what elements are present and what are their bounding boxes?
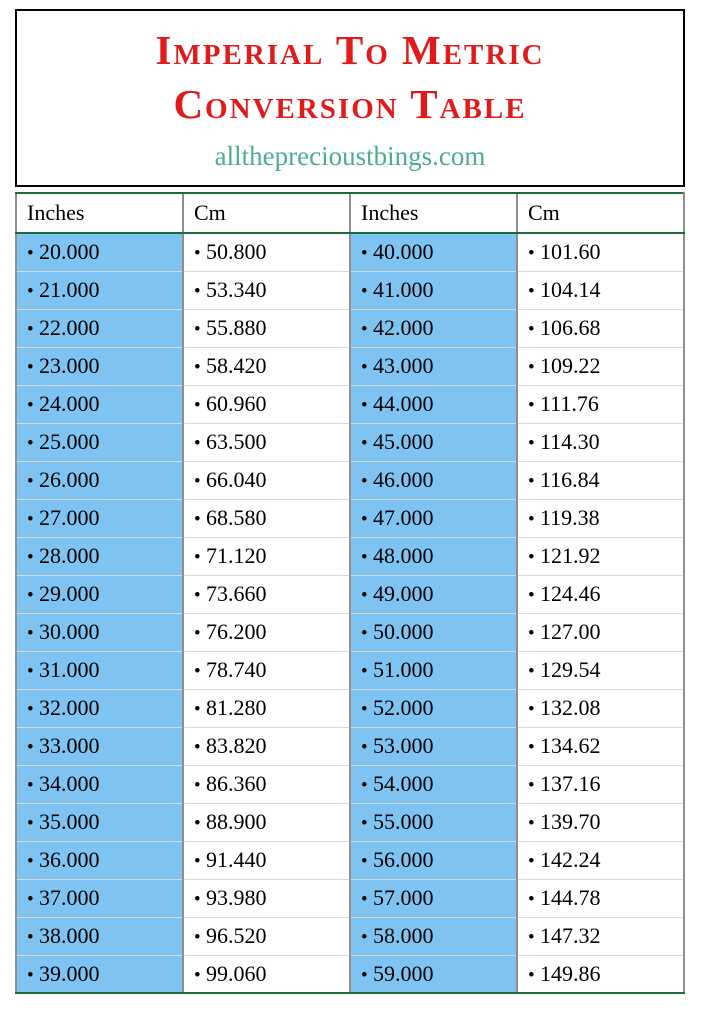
table-row (16, 233, 684, 271)
cell-value: 106.68 (540, 315, 601, 340)
cell-value: 99.060 (206, 960, 267, 986)
table-cell (517, 347, 684, 385)
bullet-icon: • (27, 547, 34, 568)
cell-value: 73.660 (206, 581, 267, 606)
cell-value: 27.000 (39, 505, 100, 530)
conversion-table (15, 192, 685, 994)
table-cell (16, 461, 183, 499)
cell-value: 129.54 (540, 657, 601, 682)
table-cell (517, 423, 684, 461)
table-cell (16, 727, 183, 765)
table-cell (517, 917, 684, 955)
bullet-icon: • (194, 509, 201, 530)
table-row (16, 879, 684, 917)
bullet-icon: • (361, 737, 368, 758)
cell-value: 81.280 (206, 695, 267, 720)
bullet-icon: • (27, 699, 34, 720)
bullet-icon: • (194, 319, 201, 340)
table-cell (350, 385, 517, 423)
conversion-chart-page (0, 9, 702, 1033)
table-cell (517, 461, 684, 499)
bullet-icon: • (528, 471, 535, 492)
cell-value: 96.520 (206, 923, 267, 948)
table-row (16, 347, 684, 385)
cell-value: 22.000 (39, 315, 100, 340)
cell-value: 55.000 (373, 809, 434, 834)
table-row (16, 385, 684, 423)
table-cell (183, 499, 350, 537)
bullet-icon: • (27, 281, 34, 302)
cell-value: 30.000 (39, 619, 100, 644)
cell-value: 21.000 (39, 277, 100, 302)
bullet-icon: • (361, 547, 368, 568)
cell-value: 121.92 (540, 543, 601, 568)
bullet-icon: • (27, 775, 34, 796)
table-body (16, 233, 684, 993)
cell-value: 36.000 (39, 847, 100, 872)
bullet-icon: • (27, 737, 34, 758)
bullet-icon: • (528, 433, 535, 454)
cell-value: 43.000 (373, 353, 434, 378)
bullet-icon: • (361, 433, 368, 454)
table-cell (517, 955, 684, 993)
cell-value: 104.14 (540, 277, 601, 302)
cell-value: 40.000 (373, 239, 434, 265)
cell-value: 42.000 (373, 315, 434, 340)
cell-value: 53.000 (373, 733, 434, 758)
conversion-table-wrapper (15, 192, 685, 994)
bullet-icon: • (361, 319, 368, 340)
bullet-icon: • (361, 623, 368, 644)
bullet-icon: • (194, 851, 201, 872)
table-cell (517, 385, 684, 423)
cell-value: 55.880 (206, 315, 267, 340)
table-cell (16, 423, 183, 461)
bullet-icon: • (528, 737, 535, 758)
cell-value: 29.000 (39, 581, 100, 606)
cell-value: 31.000 (39, 657, 100, 682)
table-cell (16, 385, 183, 423)
bullet-icon: • (528, 281, 535, 302)
bullet-icon: • (528, 585, 535, 606)
table-cell (183, 461, 350, 499)
cell-value: 52.000 (373, 695, 434, 720)
cell-value: 45.000 (373, 429, 434, 454)
table-cell (183, 803, 350, 841)
table-cell (350, 613, 517, 651)
bullet-icon: • (528, 775, 535, 796)
bullet-icon: • (361, 471, 368, 492)
cell-value: 101.60 (540, 239, 601, 265)
bullet-icon: • (194, 775, 201, 796)
table-cell (350, 499, 517, 537)
cell-value: 33.000 (39, 733, 100, 758)
table-cell (183, 347, 350, 385)
bullet-icon: • (528, 509, 535, 530)
table-cell (350, 727, 517, 765)
cell-value: 20.000 (39, 239, 100, 265)
bullet-icon: • (194, 813, 201, 834)
bullet-icon: • (194, 547, 201, 568)
table-cell (517, 233, 684, 271)
table-cell (183, 689, 350, 727)
bullet-icon: • (27, 243, 34, 265)
table-cell (517, 537, 684, 575)
table-cell (16, 499, 183, 537)
bullet-icon: • (27, 509, 34, 530)
table-cell (350, 651, 517, 689)
table-cell (350, 575, 517, 613)
bullet-icon: • (361, 243, 368, 265)
table-cell (16, 651, 183, 689)
bullet-icon: • (27, 433, 34, 454)
column-header-cm-1: Cm (183, 193, 350, 233)
table-cell (517, 613, 684, 651)
table-cell (350, 803, 517, 841)
cell-value: 66.040 (206, 467, 267, 492)
bullet-icon: • (528, 964, 535, 986)
table-cell (183, 917, 350, 955)
table-cell (517, 727, 684, 765)
bullet-icon: • (194, 357, 201, 378)
table-cell (350, 765, 517, 803)
cell-value: 68.580 (206, 505, 267, 530)
bullet-icon: • (361, 775, 368, 796)
table-row (16, 727, 684, 765)
cell-value: 37.000 (39, 885, 100, 910)
table-cell (183, 271, 350, 309)
cell-value: 149.86 (540, 960, 601, 986)
table-cell (517, 309, 684, 347)
bullet-icon: • (528, 243, 535, 265)
column-header-cm-2: Cm (517, 193, 684, 233)
bullet-icon: • (27, 357, 34, 378)
table-cell (350, 537, 517, 575)
cell-value: 38.000 (39, 923, 100, 948)
cell-value: 147.32 (540, 923, 601, 948)
table-cell (517, 271, 684, 309)
bullet-icon: • (27, 889, 34, 910)
cell-value: 39.000 (39, 960, 100, 986)
cell-value: 28.000 (39, 543, 100, 568)
table-cell (350, 917, 517, 955)
table-cell (183, 423, 350, 461)
table-cell (350, 423, 517, 461)
bullet-icon: • (194, 471, 201, 492)
page-title-line-1: Imperial To Metric (155, 27, 545, 73)
cell-value: 54.000 (373, 771, 434, 796)
bullet-icon: • (528, 319, 535, 340)
table-cell (183, 385, 350, 423)
table-cell (16, 271, 183, 309)
bullet-icon: • (27, 585, 34, 606)
bullet-icon: • (194, 737, 201, 758)
table-cell (183, 575, 350, 613)
table-cell (350, 309, 517, 347)
page-title-line-2: Conversion Table (173, 81, 527, 128)
table-row (16, 955, 684, 993)
table-cell (517, 765, 684, 803)
table-cell (183, 879, 350, 917)
table-cell (16, 955, 183, 993)
table-cell (517, 841, 684, 879)
cell-value: 132.08 (540, 695, 601, 720)
table-row (16, 461, 684, 499)
table-cell (16, 917, 183, 955)
cell-value: 137.16 (540, 771, 601, 796)
bullet-icon: • (194, 433, 201, 454)
table-cell (16, 309, 183, 347)
table-cell (16, 575, 183, 613)
website-credit: alltheprecioustbings.com (214, 141, 486, 172)
cell-value: 109.22 (540, 353, 601, 378)
table-row (16, 651, 684, 689)
bullet-icon: • (361, 813, 368, 834)
column-header-inches-1: Inches (16, 193, 183, 233)
cell-value: 63.500 (206, 429, 267, 454)
bullet-icon: • (27, 927, 34, 948)
table-row (16, 841, 684, 879)
bullet-icon: • (27, 319, 34, 340)
bullet-icon: • (194, 243, 201, 265)
cell-value: 32.000 (39, 695, 100, 720)
cell-value: 23.000 (39, 353, 100, 378)
cell-value: 35.000 (39, 809, 100, 834)
cell-value: 34.000 (39, 771, 100, 796)
cell-value: 49.000 (373, 581, 434, 606)
cell-value: 50.800 (206, 239, 267, 265)
bullet-icon: • (194, 699, 201, 720)
table-row (16, 803, 684, 841)
table-cell (183, 727, 350, 765)
table-cell (517, 499, 684, 537)
cell-value: 119.38 (540, 505, 600, 530)
table-cell (350, 841, 517, 879)
table-row (16, 309, 684, 347)
bullet-icon: • (361, 585, 368, 606)
table-row (16, 689, 684, 727)
table-cell (350, 347, 517, 385)
bullet-icon: • (27, 661, 34, 682)
cell-value: 139.70 (540, 809, 601, 834)
bullet-icon: • (361, 395, 368, 416)
table-cell (16, 233, 183, 271)
bullet-icon: • (528, 889, 535, 910)
bullet-icon: • (528, 927, 535, 948)
table-cell (350, 461, 517, 499)
table-cell (183, 613, 350, 651)
table-cell (517, 879, 684, 917)
table-cell (16, 803, 183, 841)
cell-value: 124.46 (540, 581, 601, 606)
table-row (16, 271, 684, 309)
bullet-icon: • (27, 813, 34, 834)
bullet-icon: • (194, 281, 201, 302)
table-cell (183, 309, 350, 347)
cell-value: 48.000 (373, 543, 434, 568)
table-cell (517, 803, 684, 841)
bullet-icon: • (27, 395, 34, 416)
cell-value: 53.340 (206, 277, 267, 302)
table-cell (183, 765, 350, 803)
table-cell (350, 879, 517, 917)
cell-value: 127.00 (540, 619, 601, 644)
table-row (16, 575, 684, 613)
bullet-icon: • (528, 699, 535, 720)
bullet-icon: • (528, 813, 535, 834)
bullet-icon: • (361, 661, 368, 682)
table-row (16, 765, 684, 803)
cell-value: 88.900 (206, 809, 267, 834)
cell-value: 76.200 (206, 619, 267, 644)
bullet-icon: • (528, 547, 535, 568)
bullet-icon: • (361, 509, 368, 530)
bullet-icon: • (361, 699, 368, 720)
cell-value: 24.000 (39, 391, 100, 416)
cell-value: 116.84 (540, 467, 600, 492)
cell-value: 59.000 (373, 960, 434, 986)
table-cell (350, 689, 517, 727)
bullet-icon: • (528, 395, 535, 416)
table-cell (16, 765, 183, 803)
table-cell (16, 347, 183, 385)
bullet-icon: • (528, 851, 535, 872)
column-header-inches-2: Inches (350, 193, 517, 233)
cell-value: 44.000 (373, 391, 434, 416)
cell-value: 71.120 (206, 543, 267, 568)
cell-value: 144.78 (540, 885, 601, 910)
table-cell (16, 841, 183, 879)
bullet-icon: • (27, 851, 34, 872)
cell-value: 58.420 (206, 353, 267, 378)
bullet-icon: • (361, 964, 368, 986)
cell-value: 25.000 (39, 429, 100, 454)
bullet-icon: • (361, 889, 368, 910)
table-cell (517, 689, 684, 727)
table-cell (16, 537, 183, 575)
table-cell (16, 613, 183, 651)
bullet-icon: • (528, 357, 535, 378)
cell-value: 57.000 (373, 885, 434, 910)
table-cell (183, 841, 350, 879)
table-cell (517, 575, 684, 613)
cell-value: 83.820 (206, 733, 267, 758)
table-header-row (16, 193, 684, 233)
bullet-icon: • (361, 281, 368, 302)
table-cell (16, 879, 183, 917)
cell-value: 58.000 (373, 923, 434, 948)
bullet-icon: • (361, 927, 368, 948)
table-row (16, 917, 684, 955)
cell-value: 51.000 (373, 657, 434, 682)
bullet-icon: • (194, 623, 201, 644)
cell-value: 46.000 (373, 467, 434, 492)
table-cell (350, 233, 517, 271)
bullet-icon: • (194, 395, 201, 416)
table-row (16, 613, 684, 651)
cell-value: 50.000 (373, 619, 434, 644)
bullet-icon: • (27, 471, 34, 492)
cell-value: 41.000 (373, 277, 434, 302)
table-cell (350, 271, 517, 309)
cell-value: 114.30 (540, 429, 600, 454)
table-header (16, 193, 684, 233)
table-row (16, 537, 684, 575)
table-cell (183, 233, 350, 271)
bullet-icon: • (194, 964, 201, 986)
cell-value: 56.000 (373, 847, 434, 872)
table-cell (350, 955, 517, 993)
table-cell (183, 651, 350, 689)
bullet-icon: • (194, 927, 201, 948)
cell-value: 86.360 (206, 771, 267, 796)
cell-value: 134.62 (540, 733, 601, 758)
table-row (16, 499, 684, 537)
cell-value: 91.440 (206, 847, 267, 872)
table-cell (517, 651, 684, 689)
cell-value: 111.76 (540, 391, 599, 416)
title-block (15, 9, 685, 187)
cell-value: 93.980 (206, 885, 267, 910)
bullet-icon: • (528, 623, 535, 644)
table-cell (183, 537, 350, 575)
bullet-icon: • (528, 661, 535, 682)
table-cell (183, 955, 350, 993)
bullet-icon: • (361, 851, 368, 872)
cell-value: 60.960 (206, 391, 267, 416)
bullet-icon: • (194, 585, 201, 606)
bullet-icon: • (361, 357, 368, 378)
bullet-icon: • (194, 889, 201, 910)
bullet-icon: • (27, 964, 34, 986)
cell-value: 47.000 (373, 505, 434, 530)
cell-value: 26.000 (39, 467, 100, 492)
cell-value: 142.24 (540, 847, 601, 872)
bullet-icon: • (27, 623, 34, 644)
bullet-icon: • (194, 661, 201, 682)
cell-value: 78.740 (206, 657, 267, 682)
table-row (16, 423, 684, 461)
table-cell (16, 689, 183, 727)
